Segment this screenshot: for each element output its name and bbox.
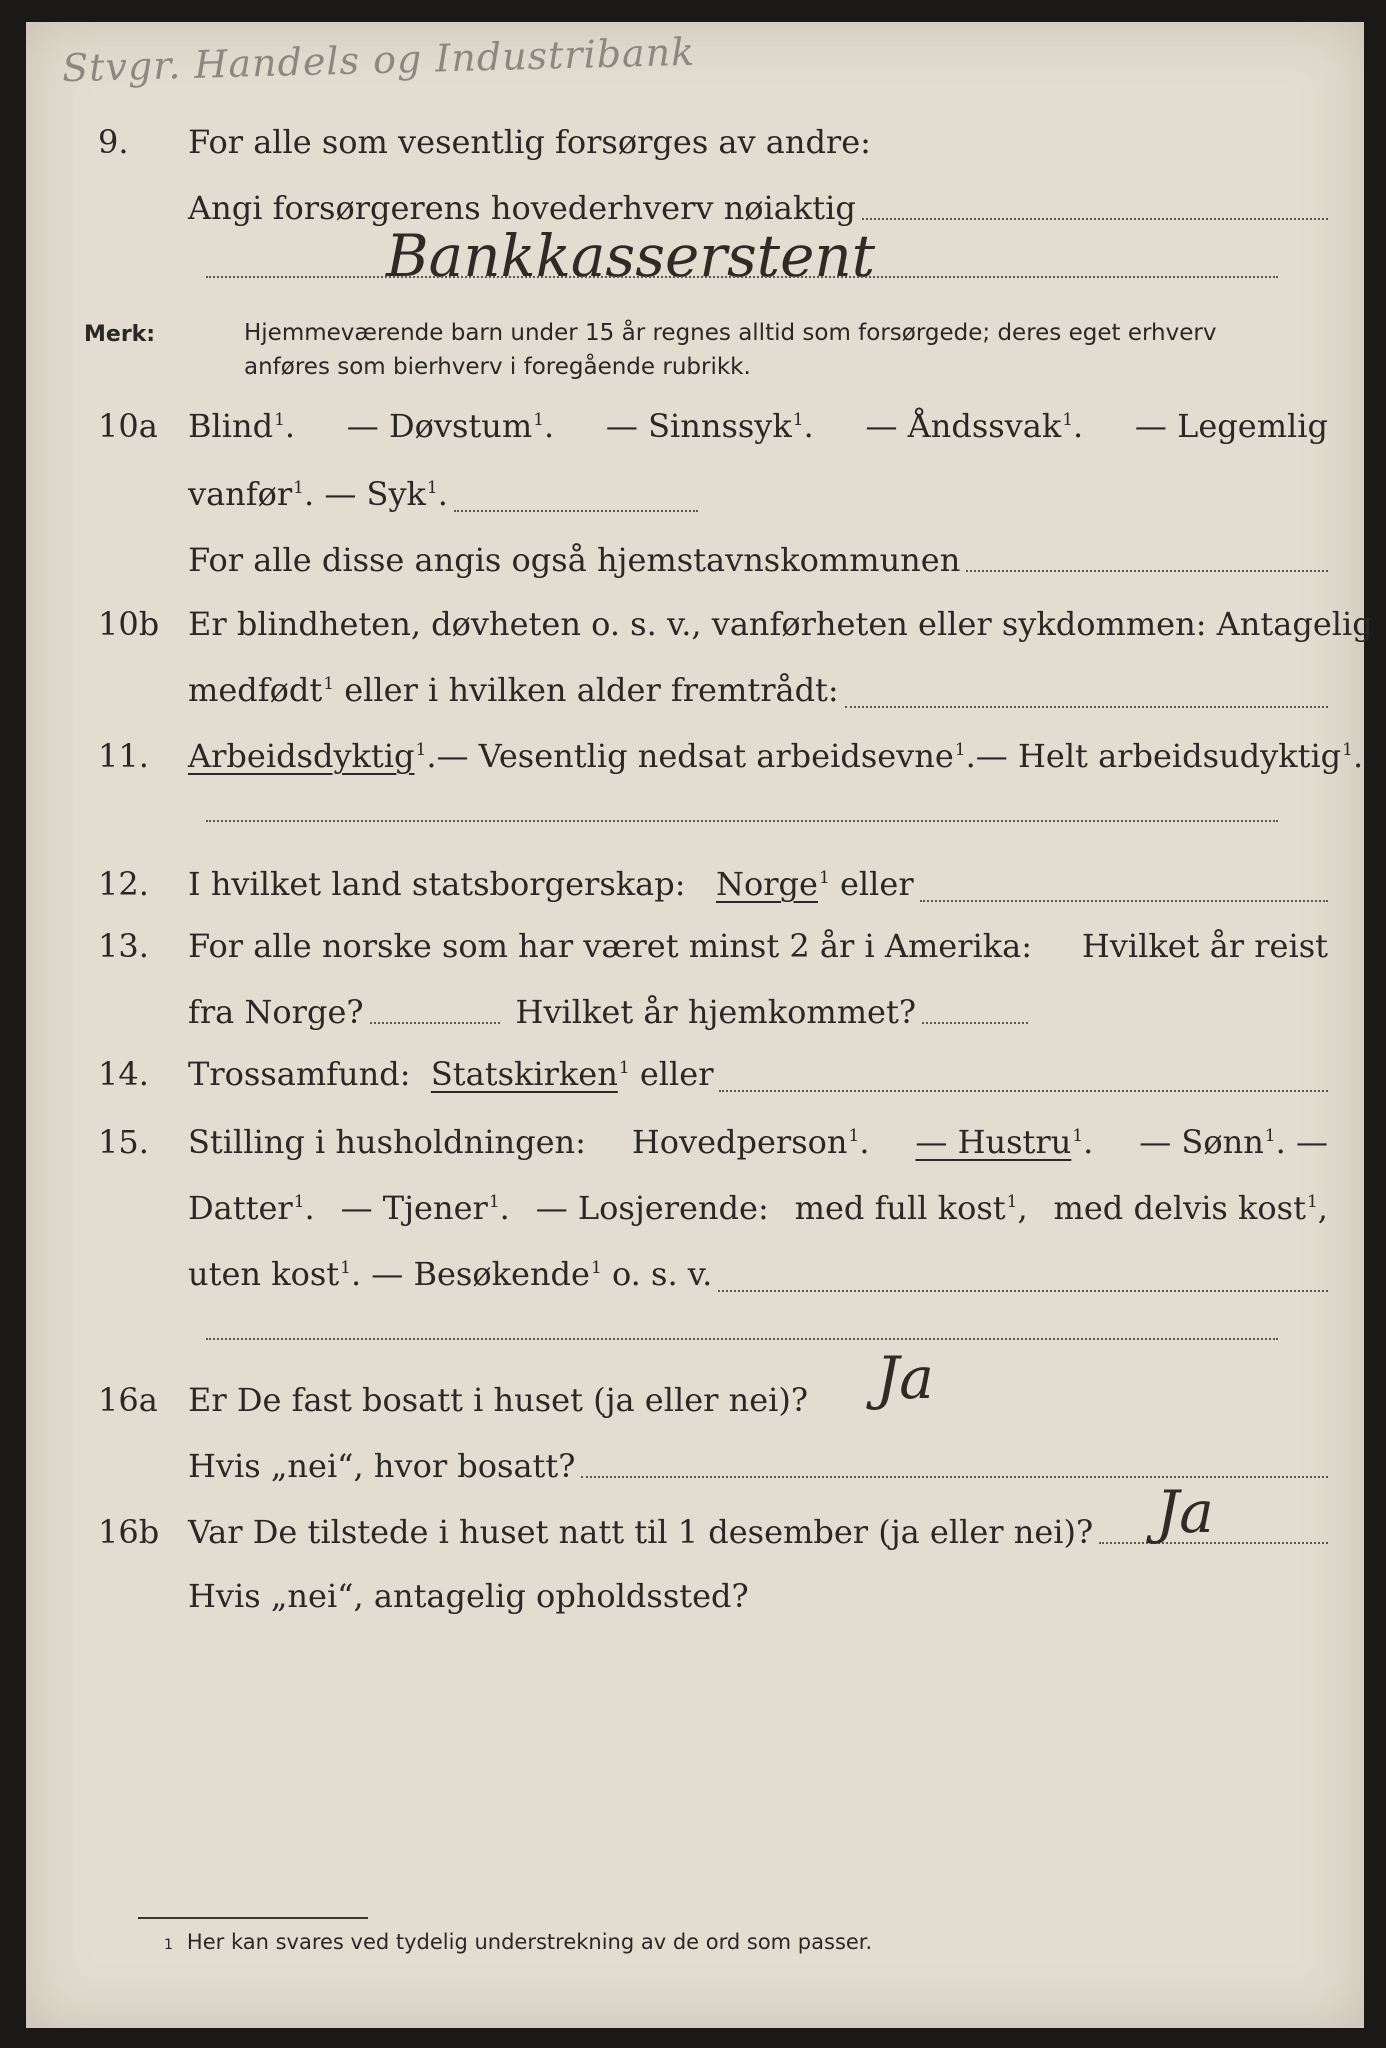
q9-text: For alle som vesentlig forsørges av andre:	[188, 123, 871, 161]
q14-line	[98, 1054, 1328, 1100]
q9-answer-line-2[interactable]	[206, 276, 1278, 278]
q16b-line1	[98, 1512, 1328, 1552]
q11-answer-line[interactable]	[206, 820, 1278, 822]
q10a-line1	[98, 406, 1328, 452]
q13-fra-norge: fra Norge?	[188, 993, 364, 1031]
q15-answer-line[interactable]	[718, 1289, 1328, 1292]
q15-besokende: — Besøkende$^1$	[371, 1255, 602, 1293]
q15-osv: o. s. v.	[611, 1255, 713, 1293]
q13-hvilket-ar-reist: Hvilket år reist	[1081, 927, 1328, 965]
pencil-note: Stvgr. Handels og Industribank	[61, 29, 696, 91]
q15-tjener: — Tjener$^1$.	[340, 1189, 510, 1227]
q14-answer-line[interactable]	[719, 1089, 1328, 1092]
q15-text: Stilling i husholdningen:	[188, 1123, 586, 1161]
q9-line1	[98, 122, 1328, 162]
q15-number: 15.	[98, 1123, 149, 1161]
q12-number: 12.	[98, 865, 149, 903]
q11-arbeidsdyktig: Arbeidsdyktig$^1$.	[188, 737, 437, 775]
q15-answer-line-2[interactable]	[206, 1338, 1278, 1340]
q15-hovedperson: Hovedperson$^1$.	[631, 1123, 870, 1161]
q10a-hjemstavn-line[interactable]	[966, 569, 1328, 572]
q16a-hvis-nei: Hvis „nei“, hvor bosatt?	[188, 1447, 576, 1485]
footnote	[164, 1930, 872, 1954]
q13-line1	[98, 926, 1328, 966]
q10a-answer-line[interactable]	[454, 509, 698, 512]
q10a-syk: — Syk$^1$.	[324, 475, 448, 513]
q16a-line1	[98, 1380, 1328, 1420]
q10a-sinnssyk: — Sinnssyk$^1$.	[605, 407, 814, 445]
q9-answer-line[interactable]	[862, 217, 1328, 220]
q10a-blind: Blind$^1$.	[188, 407, 296, 445]
q9-prompt: Angi forsørgerens hovederhverv nøiaktig	[188, 189, 856, 227]
q10a-line3	[98, 540, 1328, 580]
q13-text: For alle norske som har været minst 2 år i Amerika:	[188, 927, 1033, 965]
q12-line	[98, 864, 1328, 910]
q15-uten-kost: uten kost$^1$.	[188, 1255, 362, 1293]
q16a-text: Er De fast bosatt i huset (ja eller nei)?	[188, 1381, 809, 1419]
q13-reist-line[interactable]	[370, 1021, 500, 1024]
q16b-number: 16b	[98, 1513, 160, 1551]
merk-label: Merk:	[84, 322, 156, 347]
q9-number: 9.	[98, 123, 129, 161]
q13-hjemkommet-line[interactable]	[922, 1021, 1028, 1024]
q10a-hjemstavn: For alle disse angis også hjemstavnskommunen	[188, 541, 961, 579]
q14-text: Trossamfund:	[188, 1055, 411, 1093]
q12-norge: Norge$^1$	[715, 865, 830, 903]
q16a-line2	[98, 1446, 1328, 1486]
q15-hustru: — Hustru$^1$.	[915, 1123, 1094, 1161]
q16a-answer-line[interactable]	[581, 1475, 1328, 1478]
q16a-handwritten-answer: Ja	[876, 1344, 934, 1412]
q10a-number: 10a	[98, 407, 158, 445]
q9-handwritten-answer: Bankkasserstent	[386, 222, 876, 290]
q10b-rest: eller i hvilken alder fremtrådt:	[344, 671, 839, 709]
q12-text: I hvilket land statsborgerskap:	[188, 865, 686, 903]
q10a-dovstum: — Døvstum$^1$.	[346, 407, 555, 445]
q16b-text: Var De tilstede i huset natt til 1 desember (ja eller nei)?	[188, 1513, 1094, 1551]
q15-line2	[98, 1188, 1328, 1234]
q15-delvis-kost: med delvis kost$^1$,	[1053, 1189, 1328, 1227]
q11-nedsat: — Vesentlig nedsat arbeidsevne$^1$.	[436, 737, 976, 775]
q11-number: 11.	[98, 737, 149, 775]
q10a-legemlig: — Legemlig	[1134, 407, 1328, 445]
q12-answer-line[interactable]	[920, 899, 1328, 902]
census-form-page	[26, 22, 1373, 2028]
q12-eller: eller	[839, 865, 914, 903]
q15-sonn: — Sønn$^1$. —	[1139, 1123, 1328, 1161]
q16b-line2	[98, 1576, 1328, 1616]
q10b-medfodt: medfødt$^1$	[188, 671, 335, 709]
q10b-number: 10b	[98, 605, 160, 643]
q16a-number: 16a	[98, 1381, 158, 1419]
q11-udyktig: — Helt arbeidsudyktig$^1$.	[975, 737, 1364, 775]
footnote-rule	[138, 1917, 368, 1919]
q13-hjemkommet: Hvilket år hjemkommet?	[515, 993, 916, 1031]
q10a-vanfor: vanfør$^1$.	[188, 475, 315, 513]
q10a-andssvak: — Åndssvak$^1$.	[865, 407, 1084, 445]
q10b-line2	[98, 670, 1328, 716]
q15-datter: Datter$^1$.	[188, 1189, 315, 1227]
q13-line2	[98, 992, 1328, 1032]
q10b-text: Er blindheten, døvheten o. s. v., vanførheten eller sykdommen: Antagelig	[188, 605, 1373, 643]
q14-statskirken: Statskirken$^1$	[430, 1055, 630, 1093]
q10b-answer-line[interactable]	[845, 705, 1328, 708]
q16b-hvis-nei: Hvis „nei“, antagelig opholdssted?	[188, 1577, 749, 1615]
q10a-line2	[98, 474, 1328, 520]
q15-line1	[98, 1122, 1328, 1168]
q13-number: 13.	[98, 927, 149, 965]
footnote-mark: 1	[164, 1937, 173, 1953]
q11-line1	[98, 736, 1364, 782]
merk-line2: anføres som bierhverv i foregående rubrikk.	[244, 354, 751, 380]
q16b-handwritten-answer: Ja	[1156, 1478, 1214, 1546]
q15-full-kost: med full kost$^1$,	[794, 1189, 1028, 1227]
merk-line1: Hjemmeværende barn under 15 år regnes alltid som forsørgede; deres eget erhverv	[244, 320, 1217, 346]
q14-eller: eller	[639, 1055, 714, 1093]
q14-number: 14.	[98, 1055, 149, 1093]
q15-line3	[98, 1254, 1328, 1300]
q10b-line1	[98, 604, 1373, 644]
q15-losjerende: — Losjerende:	[535, 1189, 769, 1227]
footnote-text: Her kan svares ved tydelig understrekning av de ord som passer.	[186, 1930, 873, 1954]
